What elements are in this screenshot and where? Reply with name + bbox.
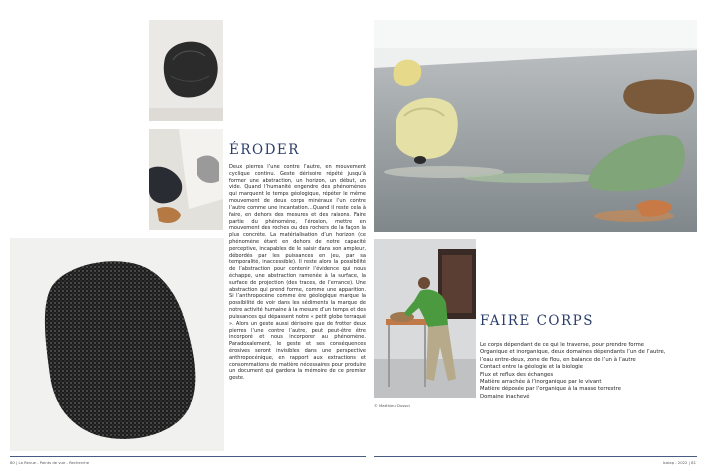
stone-rubbing-photo-large	[10, 238, 224, 451]
stones-on-paper-photo	[149, 129, 223, 230]
faire-corps-line: Flux et reflux des échanges	[480, 371, 554, 378]
photo-credit: © Matthieu Dussol	[374, 403, 410, 408]
faire-corps-line: Contact entre la géologie et la biologie	[480, 364, 584, 371]
faire-corps-line: Domaine inachevé	[480, 393, 530, 400]
section-title-eroder: ÉRODER	[229, 142, 300, 158]
stone-rubbing-photo-small	[149, 20, 223, 121]
eroder-body-text	[229, 164, 366, 382]
left-footer: 80 | La Revue - Points de vue - Recherche	[10, 460, 90, 465]
faire-corps-line: Organique et inorganique, deux domaines dépendants l’un de l’autre,	[480, 349, 666, 356]
eroder-paragraph: Deux pierres l’une contre l’autre, en mouvement cyclique continu. Geste dérisoire répété jusqu’à former une abstraction, un horizon, un début, un vide. Quand l’humanité engendre des phénomènes qui marquent le temps géologique, répéter le même mouvement de deux corps minéraux l’un contre l’autre comme une incantation…Quand il reste cela à faire, en dehors des mesures et des raisons. Faire partie du phénomène, l’érosion, mettre en mouvement des roches ou des rochers de la façon la plus concrète. La matérialisation d’un horizon (ce phénomène étant en dehors de notre capacité perceptive, incapables de le saisir dans son ampleur, débordés par les puissances en jeu, par sa temporalité, inaccessible). Il reste alors la possibilité de l’abstraction pour contenir l’évidence qui nous échappe, une abstraction ramenée à la surface, la surface de projection (des traces, de l’errance). Une abstraction qui prend forme, comme une apparition. Si l’anthropocène comme ère géologique marque la possibilité de voir dans les sédiments la marque de notre activité humaine à la mesure d’un temps et des puissances qui dépassent notre « petit globe terraqué ». Alors un geste aussi dérisoire que de frotter deux pierres l’une contre l’autre, peut peut-être être incorporé et nous incorporer au phénomène. Paradoxalement, le geste et ses conséquences érosives seront invisibles dans une perspective anthropocénique, en rapport aux extractions et consommations de matière nécessaires pour produire un document qui gardera la mémoire de ce premier geste.	[229, 164, 366, 382]
section-title-faire-corps: FAIRE CORPS	[480, 313, 594, 329]
right-footer-rule	[374, 456, 697, 457]
performance-photo	[374, 239, 476, 398]
faire-corps-body	[480, 342, 665, 401]
left-footer-rule	[10, 456, 366, 457]
faire-corps-line: l’eau entre-deux, zone de flou, en balance de l’un à l’autre	[480, 356, 636, 363]
faire-corps-line: Matière arrachée à l’inorganique par le vivant	[480, 379, 602, 386]
faire-corps-line: Matière déposée par l’organique à la masse terrestre	[480, 386, 621, 393]
gallery-stones-photo	[374, 20, 697, 232]
right-footer: Icolap - 2022 | 81	[662, 460, 696, 465]
faire-corps-line: Le corps dépendant de ce qui le traverse, pour prendre forme	[480, 342, 645, 348]
